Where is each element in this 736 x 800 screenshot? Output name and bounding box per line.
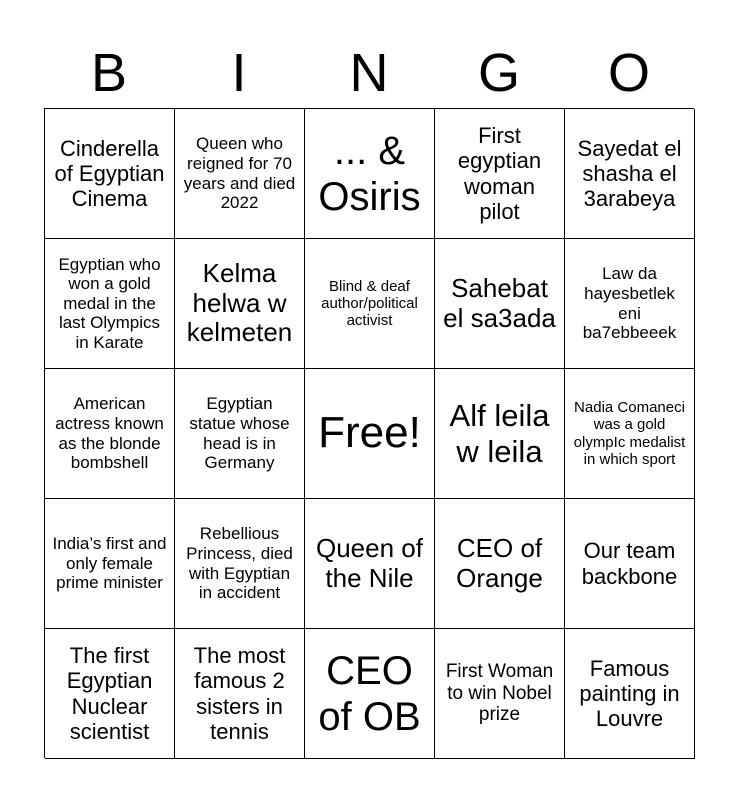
cell-text: India’s first and only female prime minister bbox=[52, 534, 167, 593]
bingo-cell[interactable] bbox=[435, 629, 565, 759]
header-letter-n: N bbox=[349, 43, 389, 103]
cell-text: Law da hayesbetlek eni ba7ebbeeek bbox=[582, 264, 677, 343]
cell-text: Kelma helwa w kelmeten bbox=[186, 257, 293, 348]
bingo-cell[interactable] bbox=[435, 239, 565, 369]
bingo-cell[interactable] bbox=[435, 109, 565, 239]
cell-text: CEO of OB bbox=[318, 648, 421, 739]
cell-text: Cinderella of Egyptian Cinema bbox=[54, 135, 165, 212]
bingo-cell[interactable] bbox=[565, 239, 695, 369]
cell-text: Queen of the Nile bbox=[316, 532, 423, 593]
bingo-cell[interactable] bbox=[435, 499, 565, 629]
cell-text: CEO of Orange bbox=[456, 532, 543, 593]
header-letter-i: I bbox=[231, 43, 247, 103]
cell-text: First Woman to win Nobel prize bbox=[445, 660, 554, 726]
bingo-cell[interactable] bbox=[45, 629, 175, 759]
bingo-cell[interactable] bbox=[565, 629, 695, 759]
bingo-cell[interactable] bbox=[45, 499, 175, 629]
bingo-cell[interactable] bbox=[305, 109, 435, 239]
cell-text: Famous painting in Louvre bbox=[579, 655, 680, 732]
bingo-cell[interactable] bbox=[45, 369, 175, 499]
header-letter-o: O bbox=[607, 43, 650, 103]
bingo-cell[interactable] bbox=[175, 629, 305, 759]
bingo-cell[interactable] bbox=[565, 369, 695, 499]
bingo-cell[interactable] bbox=[565, 499, 695, 629]
bingo-board bbox=[44, 108, 694, 758]
cell-text: Our team backbone bbox=[581, 538, 678, 589]
cell-text: The most famous 2 sisters in tennis bbox=[193, 642, 286, 744]
bingo-cell[interactable] bbox=[175, 109, 305, 239]
bingo-cell[interactable] bbox=[305, 239, 435, 369]
bingo-cell[interactable] bbox=[175, 239, 305, 369]
bingo-cell[interactable] bbox=[45, 239, 175, 369]
cell-text: The first Egyptian Nuclear scientist bbox=[66, 642, 153, 744]
bingo-cell[interactable] bbox=[175, 369, 305, 499]
bingo-cell[interactable] bbox=[45, 109, 175, 239]
bingo-cell[interactable] bbox=[175, 499, 305, 629]
cell-text: Alf leila w leila bbox=[449, 397, 550, 469]
bingo-cell[interactable] bbox=[435, 369, 565, 499]
bingo-cell[interactable] bbox=[305, 499, 435, 629]
cell-text: Nadia Comaneci was a gold olympIc medalist in which sport bbox=[573, 399, 686, 468]
bingo-cell[interactable] bbox=[305, 629, 435, 759]
header-letter-g: G bbox=[477, 43, 520, 103]
cell-text: First egyptian woman pilot bbox=[457, 122, 542, 224]
bingo-header bbox=[44, 40, 694, 106]
cell-text: Free! bbox=[318, 408, 421, 458]
cell-text: American actress known as the blonde bombshell bbox=[55, 394, 164, 473]
cell-text: Sahebat el sa3ada bbox=[443, 272, 556, 333]
bingo-cell[interactable] bbox=[565, 109, 695, 239]
cell-text: Queen who reigned for 70 years and died 2022 bbox=[183, 134, 296, 213]
cell-text: ... & Osiris bbox=[318, 128, 421, 219]
cell-text: Egyptian statue whose head is in Germany bbox=[189, 394, 290, 473]
cell-text: Blind & deaf author/political activist bbox=[321, 277, 418, 330]
cell-text: Rebellious Princess, died with Egyptian in accident bbox=[186, 524, 293, 603]
cell-text: Sayedat el shasha el 3arabeya bbox=[577, 135, 682, 212]
free-space[interactable] bbox=[305, 369, 435, 499]
header-letter-b: B bbox=[90, 43, 128, 103]
cell-text: Egyptian who won a gold medal in the last Olympics in Karate bbox=[58, 254, 161, 352]
